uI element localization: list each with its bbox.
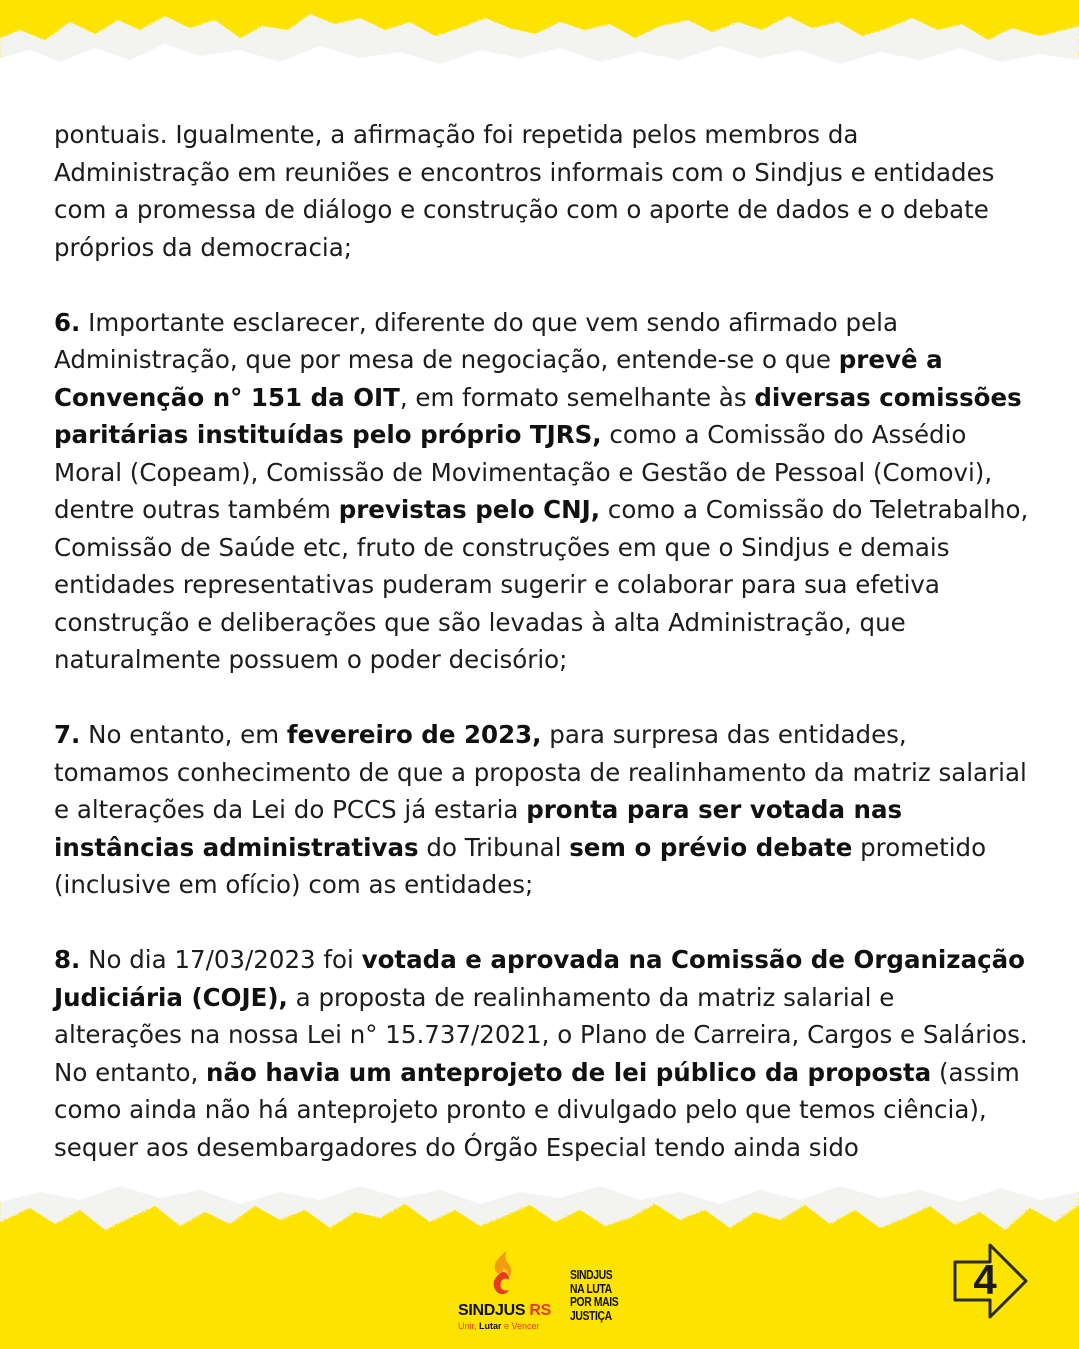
text-run: pontuais. Igualmente, a afirmação foi repetida pelos membros da Administração em reuniões e encontros informais com o Sindjus e entidades com a promessa de diálogo e construção com o aporte de dados e o debate próprios da democracia; [54,120,995,262]
tagline-part-3: e Vencer [501,1321,540,1331]
text-run: Importante esclarecer, diferente do que vem sendo afirmado pela Administração, que por mesa de negociação, entende-se o que [54,307,898,374]
document-body [54,116,1029,1204]
page-number: 4 [973,1256,997,1303]
paragraph-para-5-continued [54,116,1029,266]
logo-tagline [458,1321,540,1331]
text-run: (assim como ainda não há anteprojeto pronto e divulgado pelo que temos ciência), sequer aos desembargadores do Órgão Especial tendo ainda sido [54,1057,1020,1162]
paragraph-para-7 [54,716,1029,904]
bold-text-run: previstas pelo CNJ, [338,495,601,524]
bold-text-run: 6. [54,307,81,337]
paragraph-para-8 [54,941,1029,1166]
bold-text-run: não havia um anteprojeto de lei público da proposta [206,1057,932,1087]
bold-text-run: prevê a Convenção n° 151 da OIT [54,345,943,412]
campaign-badge [570,1268,618,1322]
tagline-part-1: Unir, [458,1321,480,1331]
tagline-part-2: Lutar [479,1321,502,1331]
bold-text-run: 7. [54,720,81,749]
bold-text-run: sem o prévio debate [569,832,853,862]
campaign-line: JUSTIÇA [570,1307,612,1323]
text-run: do Tribunal [418,832,570,862]
bold-text-run: votada e aprovada na Comissão de Organização Judiciária (COJE), [54,945,1025,1012]
logo-name: SINDJUS [458,1302,526,1319]
sindjus-flame-logo-icon [485,1250,521,1300]
campaign-line: NA LUTA [570,1280,612,1296]
sindjus-rs-logo [455,1250,555,1335]
text-run: a proposta de realinhamento da matriz salarial e alterações na nossa Lei n° 15.737/2021, o Plano de Carreira, Cargos e Salários. No entanto, [54,982,1028,1087]
text-run: prometido (inclusive em ofício) com as entidades; [54,832,987,899]
logo-suffix: RS [529,1302,552,1319]
text-run: No entanto, em [80,720,287,749]
text-run: , em formato semelhante às [399,382,755,412]
text-run: para surpresa das entidades, tomamos conhecimento de que a proposta de realinhamento da matriz salarial e alterações da Lei do PCCS já estaria [54,720,1027,824]
campaign-line: POR MAIS [570,1294,619,1309]
logo-wordmark [458,1302,551,1320]
bold-text-run: 8. [54,945,81,974]
text-run: como a Comissão do Teletrabalho, Comissão de Saúde etc, fruto de construções em que o Sindjus e demais entidades representativas puderam sugerir e colaborar para sua efetiva construção e deliberações que são levadas à alta Administração, que naturalmente possuem o poder decisório; [54,495,1029,674]
text-run: como a Comissão do Assédio Moral (Copeam), Comissão de Movimentação e Gestão de Pessoal (Comovi), dentre outras também [54,420,993,524]
campaign-line: SINDJUS [570,1267,613,1282]
bold-text-run: pronta para ser votada nas instâncias administrativas [54,795,903,862]
bold-text-run: diversas comissões paritárias instituídas pelo próprio TJRS, [54,382,1022,449]
text-run: No dia 17/03/2023 foi [80,945,362,974]
paragraph-para-6 [54,304,1029,679]
bold-text-run: fevereiro de 2023, [286,720,542,749]
